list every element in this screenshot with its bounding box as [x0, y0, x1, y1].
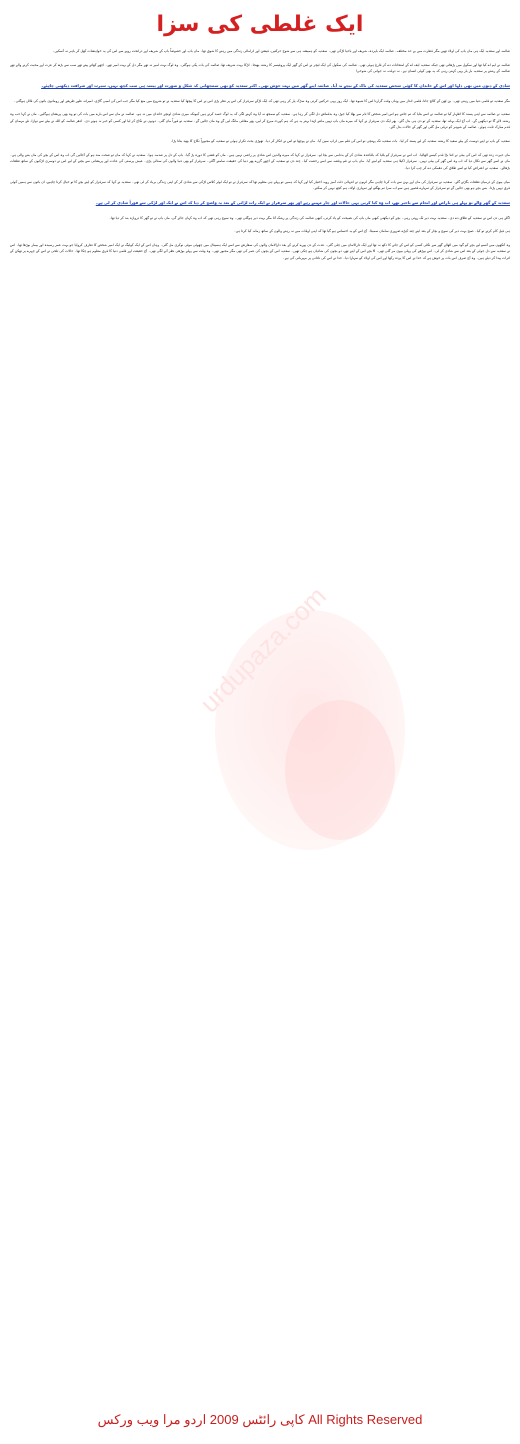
- copyright-urdu: کاپی رائٹس 2009 اردو مرا ویب ورکس: [97, 1412, 305, 1427]
- paragraph: میاں بیوی کے درمیان تعلقات بگڑتے گئے۔ سعدیہ نے سرفراز کی ماں اور بہن سے بات کرنا چاہی مگر انہوں نے انتہائی ذلت آمیز رویہ اختیار کیا اور کہا کہ ہمیں تو پہلے ہی معلوم تھا کہ سرفراز نے تو ایک لوئر کلاس لڑکی سے شادی کر کے اپنی زندگی برباد کر لی تھی۔ سعدیہ نے کہا کہ سرفراز کو اپنے بچے کا تو خیال کرنا چاہیے، ان باتوں سے ہمیں کوئی فرق نہیں پڑتا۔ بس بچے ہو بھی جائیں گے تو سرفراز کے تمہارے قصور ہیں سو اب سزا تم بھگتو اور تمہاری اولاد، ہم کچھ نہیں کر سکتے۔: [10, 179, 510, 191]
- paragraph: اگلے ہی دن اس نے سعدیہ کو طلاق دے دی۔ سعدیہ بہت دیر تک روتی رہی۔ بچے کو دیکھتی کبھی ماں باپ کی نصیحت کو یاد کرتی، کبھی صائمہ کی زندگی پر رشک آتا مگر بہت دیر ہوگئی تھی۔ وہ سوچ رہی تھی کہ اب وہ کہاں جائے گی، ماں باپ نے تو گھر کا دروازہ بند کر دیا تھا۔: [108, 215, 510, 220]
- paragraph: صائمہ اور سعدیہ ایک ہی ماں باپ کی اولاد تھیں مگر فطرت میں بے حد مختلف۔ صائمہ ایک باپردہ، شریف اور باحیا لڑکی تھی۔ سعدیہ کو ہمیشہ ہی سے شوخ حرکتیں، فیشن اور ڈرامائی زندگی میں رہنے کا شوق تھا۔ ماں باپ اور خصوصاً باپ کے شریف اور درانحت رویے سے اس کی یہ خواہشات کھل کر باہر نہ آسکیں۔: [52, 49, 510, 53]
- paragraph: سعدیہ نے صائمہ سے اپنی پسند کا اظہار کیا تو صائمہ نے اسے بتایا کہ تم جانتے ہو اس امیر شخص کا نام سے بھلا کیا جوڑ، وہ بدقماش دل لگی کر رہا ہے۔ سعدیہ کو سمجھ نہ آیا وہ کہنے لگی کہ یہ لوگ حسد کرتے ہیں کیونکہ میری شادی اونچے خاندان میں نہ ہو۔ صائمہ نے ماں سے اس بارے میں بات کی تو وہ بھی پریشان ہوگئیں۔ ماں نے کہا جب وہ رشتہ لائے گا تو دیکھیں گے۔ اب آج ایک بہانہ تھا، سعدیہ کے تو دن ہی بدل گئے۔ پھر ایک دن سرفراز نے کہا کہ میرے ماں باپ نہیں مانتے لہٰذا بہتر یہ ہے کہ ہم کورٹ میرج کر لیں، پھر معافی مانگ لیں گے وہ مان جائیں گے۔ سعدیہ تو فوراً مان گئی۔ دونوں نے نکاح کر لیا اور کسی کو خبر نہ ہونے دی۔ ادھر صائمہ کو اللہ نے بیٹے سے نوازا، نئے مہمان کے قدم مبارک ثابت ہوئے۔ صائمہ کے شوہر کو ترقی مل گئی اور گھر کے حالات بدل گئے۔: [10, 112, 510, 130]
- paragraph: صائمہ نے ایم اے کیا تھا اور سکول میں پڑھاتی تھی جبکہ سعدیہ ایف اے کے امتحانات دے کر فارغ ہوئی تھی۔ صائمہ کی سکول کی ایک ٹیچر نے اس کے گھر ایک پروفیسر کا رشتہ بھیجا۔ لڑکا بہت شریف تھا، صائمہ کی بات پکی ہوگئی۔ وہ لوگ بہت امیر نہ تھے مگر دل کے بہت امیر تھے۔ اچھے کھاتے پیتے تھے سب سے بڑھ کر عزت اور محبت کرنے والے تھے صائمہ کے رشتے پر سعدیہ بار بار یہی کہتی رہی کہ یہ بھی کوئی انسان ہے۔ نہ دولت، نہ جوانی کی شوخی!: [10, 62, 510, 74]
- paragraph: مگر سعدیہ تو فلمی دنیا میں رہتی تھی۔ بن ٹھن کے کالج جانا، فلمی انداز میں وہاں وقت گزارنا اس کا شیوہ تھا۔ ایک روز یہی حرکتیں کرتی وہ سڑک پار کر رہی تھی کہ ایک لڑکے سرفراز کی اس پر نظر پڑی اس نے اس کا پیچھا کیا سعدیہ نے تو شروع میں منع کیا مگر جب اس کی لمبی گاڑی، امیرانہ طور طریقے اور رومانوی باتوں کی قائل ہوگئی۔: [13, 98, 510, 103]
- paragraph: ماں حیرت زدہ تھی کہ اس کی بیٹی نے اتنا بڑا قدم کیسے اٹھالیا۔ اب اس نے سرفراز کو بلایا کہ باقاعدہ شادی کر کے بدنامی سے بچا لو۔ سرفراز نے کہا کہ میرے والدین اس شادی پر راضی نہیں ہیں۔ ماں کو غشی کا دورہ پڑ گیا۔ باپ کے دل پر صدمہ ہوا۔ سعدیہ نے کہا کہ ماں تو صحت مند ہو کے آجائیں گی اب وہ اس کے بچے کی ماں بننے والی ہے۔ ماں نے اسے گھر سے نکال دیا کہ اب وہ اس گھر کی بیٹی نہیں۔ سرفراز اکیلا ہی سعدیہ کو لینے آیا۔ ماں باپ نے غم وغصہ سے اسے رخصت کیا۔ چند دن تو سعدیہ کے اچھے گزرے پھر دنیا کی حقیقت سامنے آگئی۔ سرفراز کو بھی دنیا والوں کی سنائی پڑی۔ عیش پرستی کی عادت اور پریشانی سے بچنے کے لیے اس نے دوسری لڑکیوں کے ساتھ تعلقات بڑھائے۔ سعدیہ نے اعتراض کیا تو اسے طلاق کی دھمکی دے کر چپ کرا دیا۔: [10, 152, 510, 170]
- copyright-english: All Rights Reserved: [308, 1412, 423, 1427]
- copyright-footer: [0, 1410, 520, 1430]
- article-body: [10, 48, 510, 262]
- highlighted-paragraph: سعدیہ کے گھر والے تو پہلے ہی ناراض اور انجام سے باخبر تھے، اب وہ کیا کرتی یہی حالات اور چار مہینے رہے اور پھر سرفراز نے ایک رات لڑائی کے بعد یہ واضح کر دیا کہ اس نے ایک اور لڑکی سے فوراً شادی کر لی ہے۔: [95, 199, 510, 205]
- highlighted-paragraph: شادی کے دنوں میں بھی دلہا اور اس کے خاندان کا کوئی شخص سعدیہ کی ناک کے نیچے نہ آیا۔ صائمہ اپنے گھر میں بہت خوش تھی۔ اکثر سعدیہ کو بھی سمجھاتی کہ شکل و صورت اور پیسہ ہی سب کچھ نہیں، سیرت اور شرافت دیکھنی چاہئے۔: [41, 82, 510, 88]
- paragraph: ہی فیل کام کرتے تو کیا۔ صبح بہت دیر کی سوچ و بچار کے بعد اپنے چند کپڑے ضروری سامان سمیٹا۔ آج اس کو یہ احساس ہو گیا تھا کہ اپنی اوقات میں نہ رہنے والوں کے ساتھ زمانہ کیا کرتا ہے۔: [234, 229, 510, 234]
- watermark-text: urdupaza.com: [194, 580, 332, 719]
- paragraph: سعدیہ کے باپ نے اپنے دوست کے بیٹے سعید کا رشتہ سعدیہ کے لیے پسند کر لیا۔ بات سعدیہ تک پہنچی تو اس کی فلم میں ڈراپ سین آیا۔ ماں نے پوچھا تو اس نے انکار کر دیا۔ تھوڑی بحث تکرار ہوئی تو سعدیہ کو مجبوراً نکاح کا بھید بتانا پڑا۔: [170, 139, 510, 144]
- paragraph: وہ آنکھوں میں آنسو لیے بچے کو گود میں اٹھائے گھر سے نکلی کسی کو اس کے جانے کا دکھ نہ تھا اور ایک دارالامان میں چلی گئی۔ عدت کے دن پورے کرنے کے بعد دارالامان والوں کی سفارش سے اسے ایک ہسپتال میں چھوٹی موٹی نوکری مل گئی۔ وہاں اس کے ایک کولیگ نے ایک امیر شخص کا تعارف کروایا جو بہت عمر رسیدہ اور بیمار بوڑھا تھا۔ اس نے سعدیہ سے دل جوئی کے بعد اس سے شادی کر لی۔ اس بوڑھے کی پہلی بیوی مر گئی تھی۔ 6 بچے اس کے اپنے تھے، دو بچوں کی شادیاں ہو چکی تھیں۔ سعدیہ اس کے بچوں کی عمر کی تھی مگر مجبور تھی۔ وہ وقت سے پہلے بوڑھی نظر آنے لگی تھی۔ آج حقیقت اور فلمی دنیا کا فرق معلوم ہو چکا تھا۔ حالات کی تلخی نے اس کے چہرے پر تھکن کے اثرات پیدا کر دیئے ہیں۔ وہ آج صرف اس بات پر خوش ہے کہ خدا نے اس کا پردہ رکھا اور اس کی اولاد کو سہارا دیا۔ خدا نے اس کی نادانی پر مہربانی کی ہے۔: [10, 242, 510, 260]
- article-title: ایک غلطی کی سزا: [156, 12, 364, 37]
